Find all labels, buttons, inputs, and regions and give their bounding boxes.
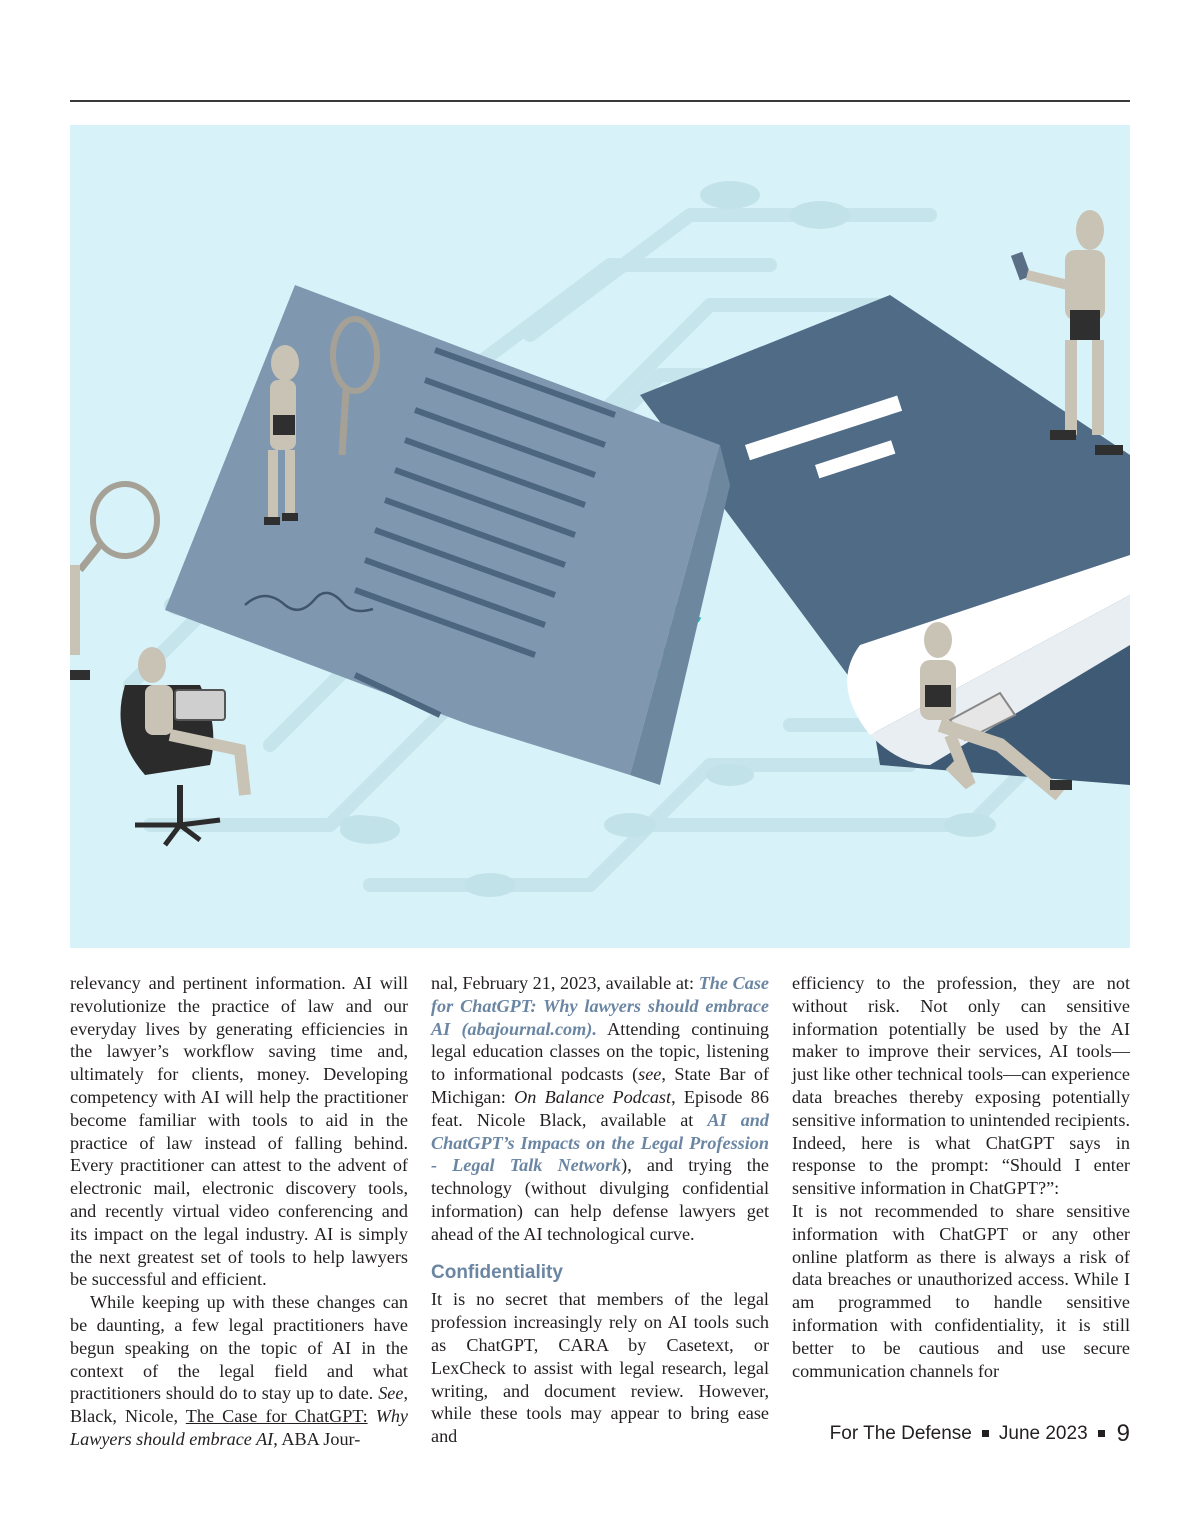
body-text: While keeping up with these changes can be daunting, a few legal practitioners have begun speaking on the topic of AI in the context of the legal field and what practitioners should do to stay up to date. xyxy=(70,1292,408,1404)
top-rule xyxy=(70,100,1130,102)
page-number: 9 xyxy=(1116,1420,1130,1447)
publication-name: For The Defense xyxy=(829,1423,972,1444)
body-text: , Episode 86 feat. Nicole Black, available at xyxy=(431,1086,769,1130)
article-column-1 xyxy=(70,972,408,1451)
ai-legal-illustration xyxy=(70,125,1130,948)
section-heading: Confidentiality xyxy=(431,1261,563,1283)
article-column-2 xyxy=(431,972,769,1448)
body-text: , ABA Jour- xyxy=(273,1428,361,1449)
body-text: ), and trying the technology (without divulging confidential information) can help defense lawyers get ahead of the AI technological curve. xyxy=(431,1155,769,1244)
citation-title: The Case for ChatGPT: xyxy=(185,1406,368,1427)
block-quote: It is not recommended to share sensitive information with ChatGPT or any other online platform as there is always a risk of data breaches or unauthorized access. While I am programmed to handle sensitive information with confidentiality, it is still better to be cautious and use secure communication channels for xyxy=(792,1200,1130,1381)
body-paragraph: efficiency to the profession, they are not without risk. Not only can sensitive information potentially be used by the AI maker to improve their services, AI tools—just like other technical tools—can experience data breaches thereby exposing potentially sensitive information to unintended recipients. Indeed, here is what ChatGPT says in response to the prompt: “Should I enter sensitive information in ChatGPT?”: xyxy=(792,973,1130,1199)
podcast-title: On Balance Podcast xyxy=(514,1086,672,1107)
page-footer xyxy=(830,1420,1130,1448)
body-paragraph xyxy=(70,1291,408,1451)
body-text: , Black, Nicole, xyxy=(70,1383,408,1427)
article-column-3 xyxy=(792,972,1130,1382)
issue-date: June 2023 xyxy=(998,1423,1088,1444)
body-paragraph: relevancy and pertinent information. AI will revolutionize the practice of law and our everyday lives by generating efficiencies in the lawyer’s workflow saving time and, ultimately for clients, money. Developing competency with AI will help the practitioner become familiar with tools to aid in the practice of law instead of falling behind. Every practitioner can attest to the advent of electronic mail, electronic discovery tools, and recently virtual video conferencing and its impact on the legal industry. AI is simply the next greatest set of tools to help lawyers be successful and efficient. xyxy=(70,973,408,1290)
body-paragraph xyxy=(431,972,769,1246)
separator-square-icon xyxy=(982,1430,989,1437)
citation-signal: See xyxy=(378,1383,404,1404)
article-illustration xyxy=(70,125,1130,948)
body-text: , State Bar of Michigan: xyxy=(431,1064,769,1107)
separator-square-icon xyxy=(1098,1430,1105,1437)
body-paragraph: It is no secret that members of the legal profession increasingly rely on AI tools such as ChatGPT, CARA by Casetext, or LexCheck to assist with legal research, legal writing, and document review. However, while these tools may appear to bring ease and xyxy=(431,1289,769,1447)
body-text: Attending continuing legal education classes on the topic, listening to informational podcasts ( xyxy=(431,1018,769,1085)
legal-talk-network-link[interactable]: AI and ChatGPT’s Impacts on the Legal Profession - Legal Talk Network xyxy=(431,1109,769,1176)
citation-signal: see xyxy=(638,1064,662,1085)
body-text: nal, February 21, 2023, available at: xyxy=(431,973,695,993)
citation-title-italic: Why Lawyers should embrace AI xyxy=(70,1406,409,1449)
abajournal-link[interactable]: The Case for ChatGPT: Why lawyers should embrace AI (abajournal.com). xyxy=(431,973,769,1039)
